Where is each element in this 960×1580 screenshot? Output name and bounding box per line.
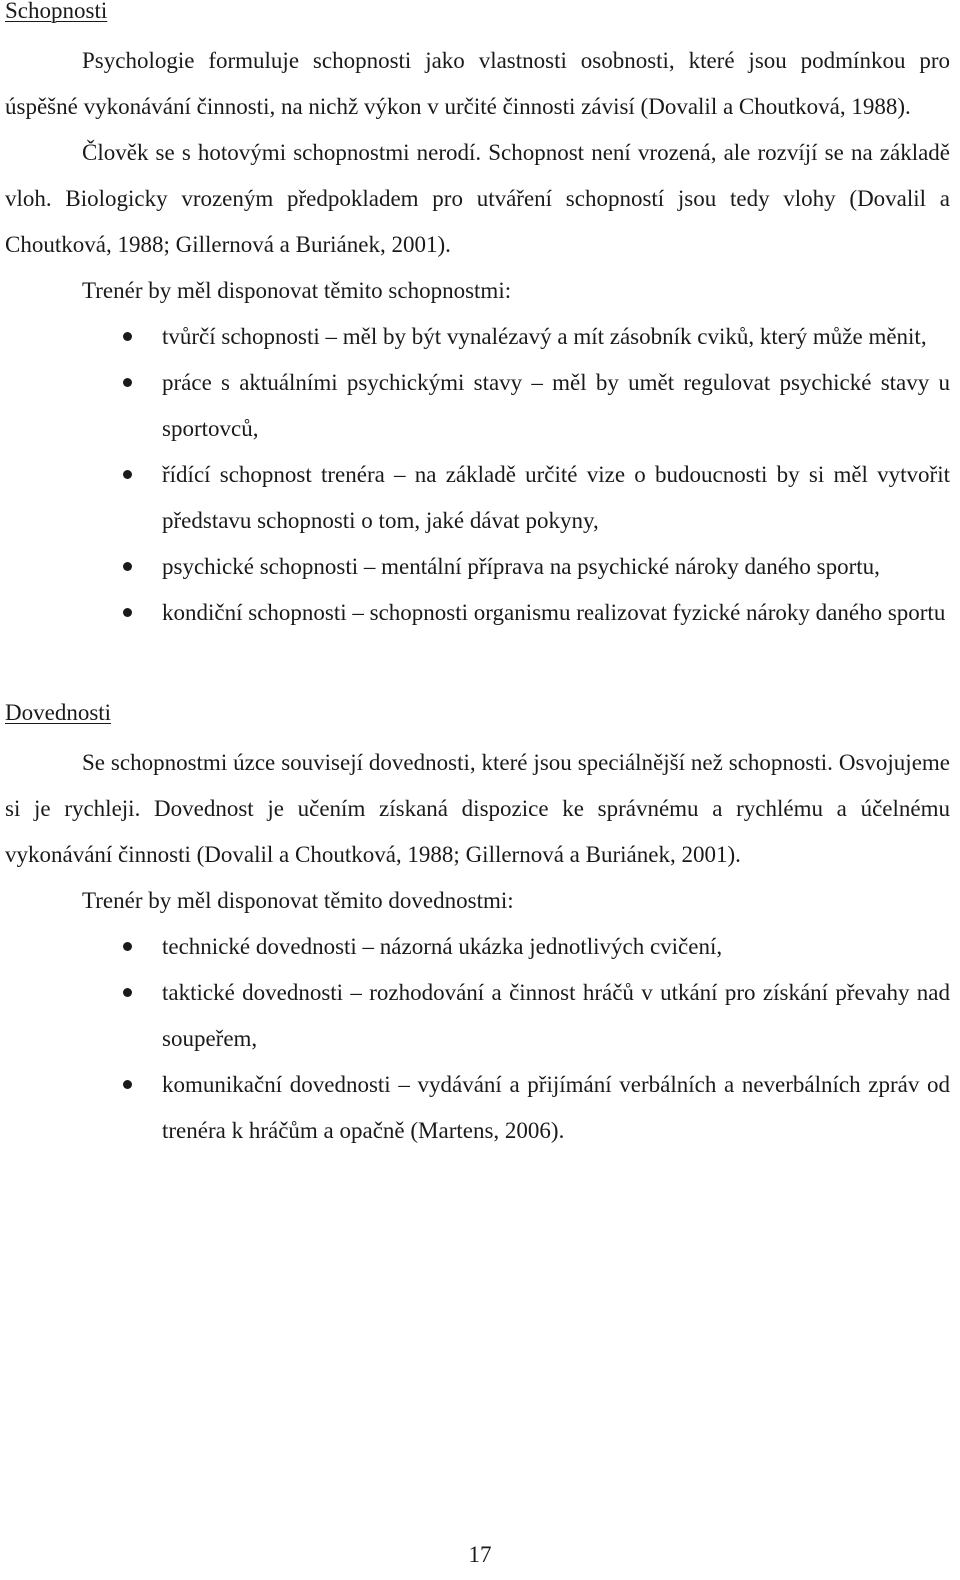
list-item xyxy=(5,452,950,544)
list-item xyxy=(5,314,950,360)
bullet-icon xyxy=(123,332,132,341)
page-number: 17 xyxy=(468,1542,492,1567)
list-item-text: technické dovednosti – názorná ukázka jednotlivých cvičení, xyxy=(162,934,723,959)
dovednosti-list xyxy=(5,924,950,1154)
bullet-icon xyxy=(123,470,132,479)
bullet-icon xyxy=(123,988,132,997)
list-item-text: tvůrčí schopnosti – měl by být vynalézavý a mít zásobník cviků, který může měnit, xyxy=(162,324,927,349)
bullet-icon xyxy=(123,562,132,571)
list-item xyxy=(5,544,950,590)
schopnosti-list xyxy=(5,314,950,636)
paragraph-schopnosti-vlohy: Člověk se s hotovými schopnostmi nerodí. Schopnost není vrozená, ale rozvíjí se na základě vloh. Biologicky vrozeným předpokladem pro utváření schopností jsou tedy vlohy (Dovalil a Choutková, 1988; Gillernová a Buriánek, 2001). xyxy=(5,140,950,257)
list-item-text: kondiční schopnosti – schopnosti organismu realizovat fyzické nároky daného sportu xyxy=(162,600,946,625)
list-item-text: psychické schopnosti – mentální příprava na psychické nároky daného sportu, xyxy=(162,554,880,579)
bullet-icon xyxy=(123,608,132,617)
list-item xyxy=(5,590,950,636)
list-intro-dovednosti: Trenér by měl disponovat těmito dovednostmi: xyxy=(82,888,514,913)
list-item-text: práce s aktuálními psychickými stavy – měl by umět regulovat psychické stavy u sportovců, xyxy=(162,370,950,441)
list-item xyxy=(5,970,950,1062)
list-intro-schopnosti: Trenér by měl disponovat těmito schopnostmi: xyxy=(82,278,512,303)
list-item-text: řídící schopnost trenéra – na základě určité vize o budoucnosti by si měl vytvořit představu schopnosti o tom, jaké dávat pokyny, xyxy=(162,462,950,533)
section-heading-schopnosti: Schopnosti xyxy=(5,0,108,23)
list-item xyxy=(5,360,950,452)
paragraph-schopnosti-definition: Psychologie formuluje schopnosti jako vlastnosti osobnosti, které jsou podmínkou pro úspěšné vykonávání činnosti, na nichž výkon v určité činnosti závisí (Dovalil a Choutková, 1988). xyxy=(5,48,950,119)
list-item-text: komunikační dovednosti – vydávání a přijímání verbálních a neverbálních zpráv od trenéra k hráčům a opačně (Martens, 2006). xyxy=(162,1072,950,1143)
bullet-icon xyxy=(123,378,132,387)
section-heading-dovednosti: Dovednosti xyxy=(5,700,112,725)
bullet-icon xyxy=(123,1080,132,1089)
document-page xyxy=(5,0,950,1154)
bullet-icon xyxy=(123,942,132,951)
list-item xyxy=(5,924,950,970)
paragraph-dovednosti-definition: Se schopnostmi úzce souvisejí dovednosti, které jsou speciálnější než schopnosti. Osvojujeme si je rychleji. Dovednost je učením získaná dispozice ke správnému a rychlému a účelnému vykonávání činnosti (Dovalil a Choutková, 1988; Gillernová a Buriánek, 2001). xyxy=(5,750,950,867)
list-item xyxy=(5,1062,950,1154)
list-item-text: taktické dovednosti – rozhodování a činnost hráčů v utkání pro získání převahy nad soupeřem, xyxy=(162,980,950,1051)
